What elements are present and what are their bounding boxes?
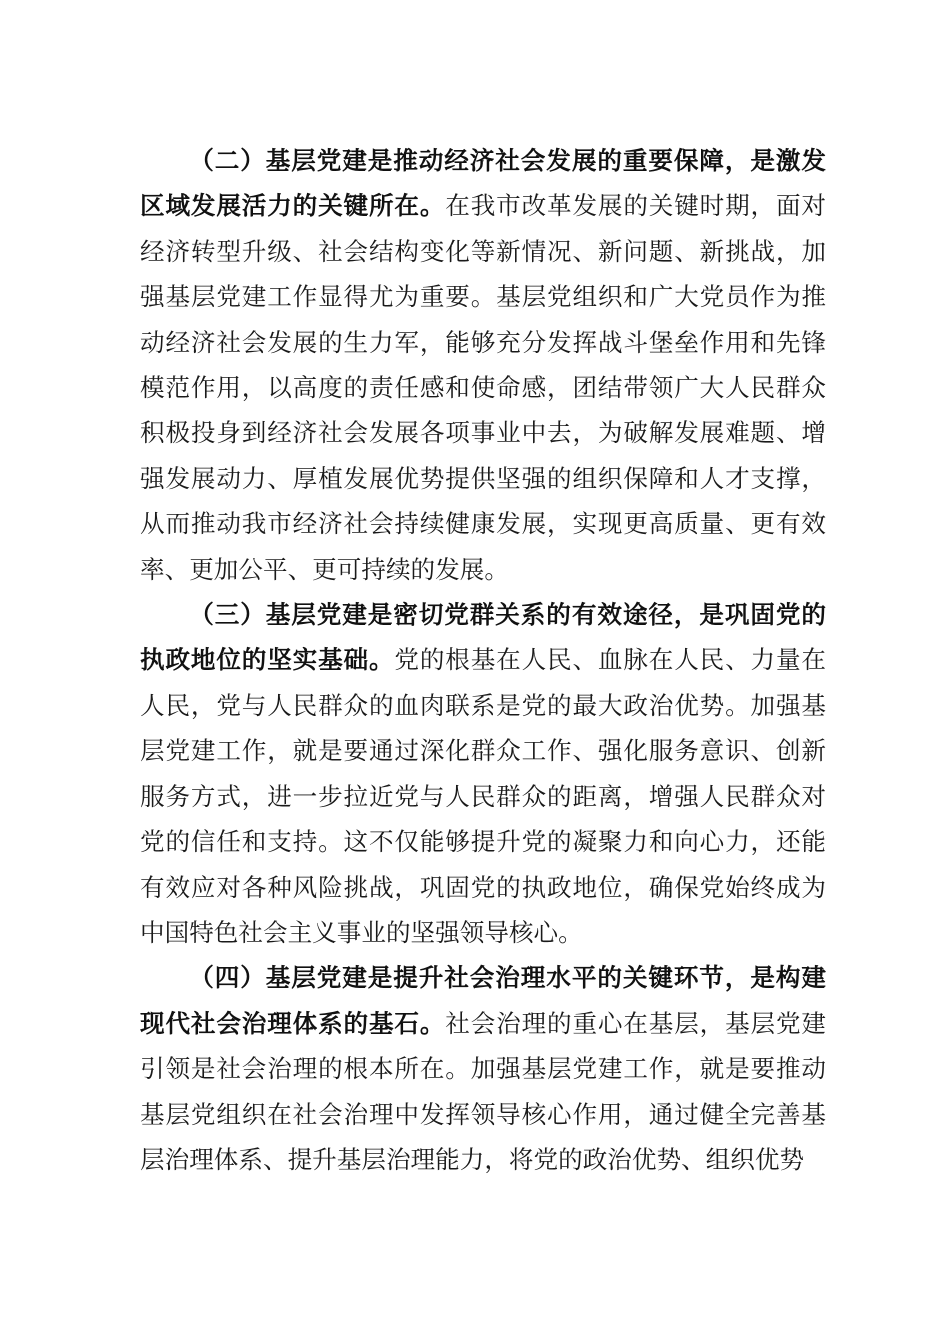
paragraph-4-body: 社会治理的重心在基层，基层党建引领是社会治理的根本所在。加强基层党建工作，就是要推动基层党组织在社会治理中发挥领导核心作用，通过健全完善基层治理体系、提升基层治理能力，将党的政治优势、组织优势 bbox=[140, 1008, 826, 1174]
document-body bbox=[140, 138, 826, 1182]
paragraph-2 bbox=[140, 138, 826, 592]
paragraph-2-heading: （二）基层党建是推动经济社会发展的重要保障，是激发区域发展活力的关键所在。 bbox=[140, 146, 826, 221]
paragraph-4-heading: （四）基层党建是提升社会治理水平的关键环节，是构建现代社会治理体系的基石。 bbox=[140, 963, 826, 1038]
paragraph-4 bbox=[140, 955, 826, 1182]
paragraph-3 bbox=[140, 592, 826, 955]
paragraph-3-heading: （三）基层党建是密切党群关系的有效途径，是巩固党的执政地位的坚实基础。 bbox=[140, 600, 826, 675]
paragraph-2-body: 在我市改革发展的关键时期，面对经济转型升级、社会结构变化等新情况、新问题、新挑战，加强基层党建工作显得尤为重要。基层党组织和广大党员作为推动经济社会发展的生力军，能够充分发挥战斗堡垒作用和先锋模范作用，以高度的责任感和使命感，团结带领广大人民群众积极投身到经济社会发展各项事业中去，为破解发展难题、增强发展动力、厚植发展优势提供坚强的组织保障和人才支撑，从而推动我市经济社会持续健康发展，实现更高质量、更有效率、更加公平、更可持续的发展。 bbox=[140, 191, 826, 584]
paragraph-3-body: 党的根基在人民、血脉在人民、力量在人民，党与人民群众的血肉联系是党的最大政治优势。加强基层党建工作，就是要通过深化群众工作、强化服务意识、创新服务方式，进一步拉近党与人民群众的距离，增强人民群众对党的信任和支持。这不仅能够提升党的凝聚力和向心力，还能有效应对各种风险挑战，巩固党的执政地位，确保党始终成为中国特色社会主义事业的坚强领导核心。 bbox=[140, 645, 826, 947]
